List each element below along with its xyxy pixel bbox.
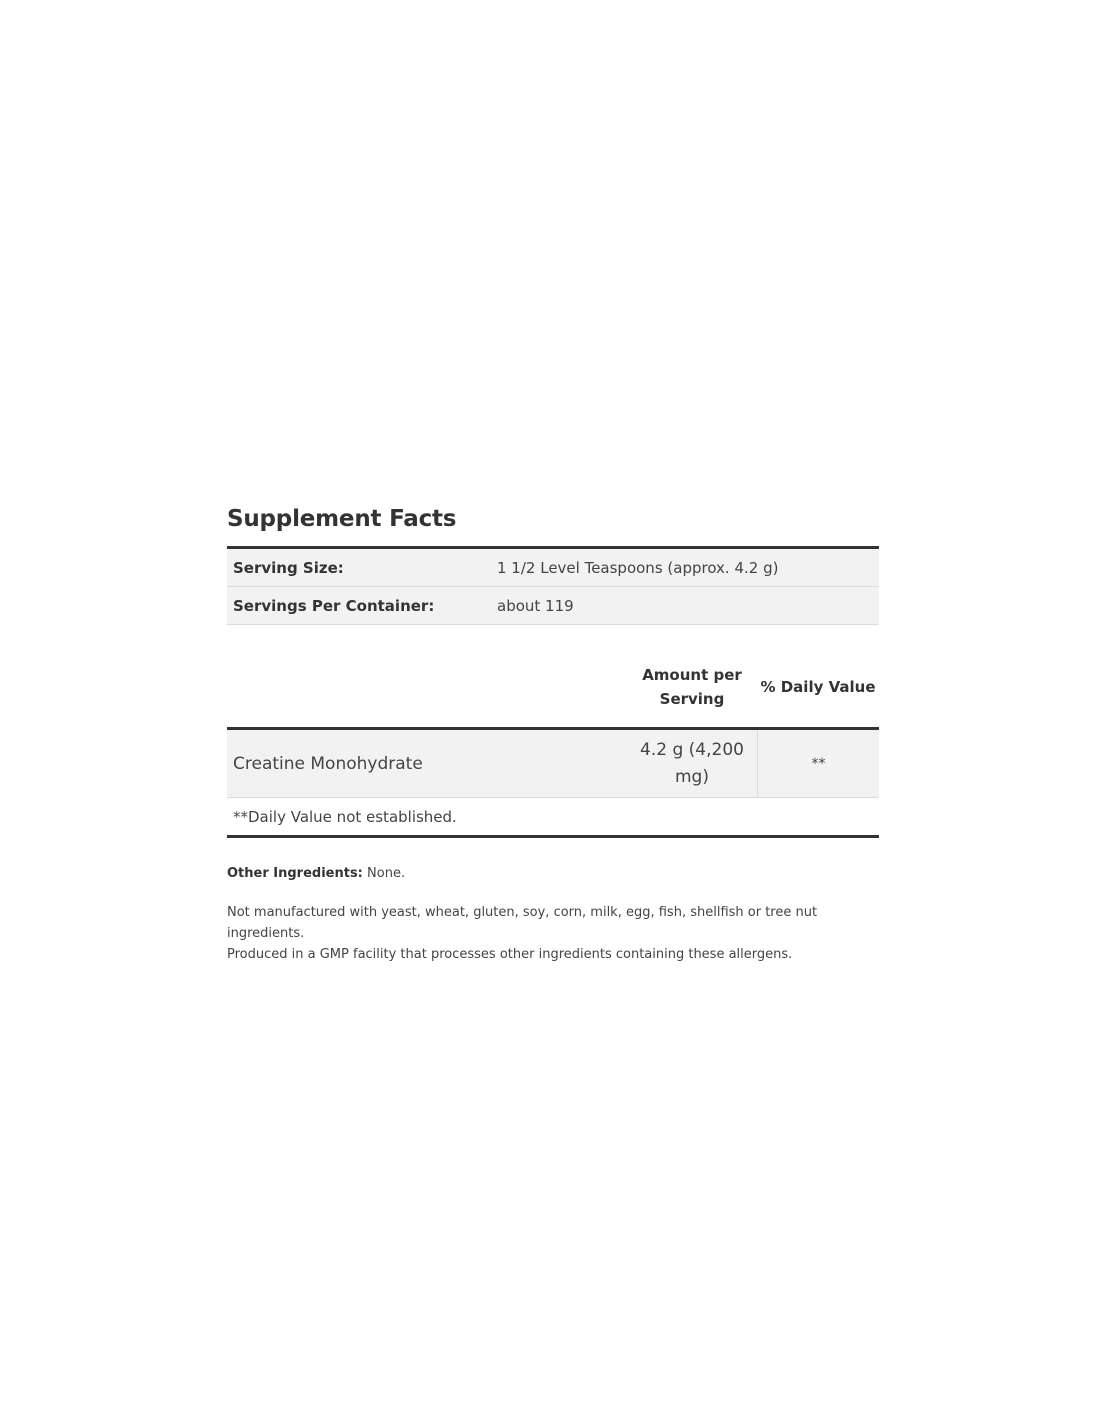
header-amount-per-serving bbox=[627, 663, 757, 711]
header-daily-value: % Daily Value bbox=[760, 677, 876, 696]
header-amount-line1: Amount per bbox=[642, 665, 742, 684]
servings-per-container-value: about 119 bbox=[497, 596, 574, 615]
daily-value-footnote: **Daily Value not established. bbox=[227, 798, 879, 838]
table-row bbox=[227, 730, 879, 798]
allergen-note-line2: Produced in a GMP facility that processes other ingredients containing these allergens. bbox=[227, 947, 793, 962]
header-amount-line2: Serving bbox=[659, 689, 725, 708]
serving-size-value: 1 1/2 Level Teaspoons (approx. 4.2 g) bbox=[497, 558, 779, 577]
serving-size-label: Serving Size: bbox=[233, 558, 344, 577]
allergen-note-line1: Not manufactured with yeast, wheat, gluten, soy, corn, milk, egg, fish, shellfish or tree nut ingredients. bbox=[227, 905, 818, 941]
other-ingredients bbox=[227, 865, 879, 883]
ingredient-amount-cell bbox=[627, 730, 758, 797]
page-title: Supplement Facts bbox=[227, 506, 457, 532]
servings-per-container-label: Servings Per Container: bbox=[233, 596, 435, 615]
servings-per-container-row bbox=[227, 586, 879, 624]
serving-size-row bbox=[227, 549, 879, 586]
ingredient-name: Creatine Monohydrate bbox=[233, 753, 423, 774]
serving-info-table bbox=[227, 546, 879, 625]
other-ingredients-label: Other Ingredients: bbox=[227, 866, 363, 881]
supplement-facts-panel bbox=[227, 504, 879, 965]
ingredient-daily-value: ** bbox=[811, 755, 826, 772]
other-ingredients-value: None. bbox=[367, 866, 406, 881]
ingredient-table-header bbox=[227, 646, 879, 730]
ingredient-amount: 4.2 g (4,200 mg) bbox=[640, 739, 744, 787]
allergen-note bbox=[227, 902, 879, 965]
